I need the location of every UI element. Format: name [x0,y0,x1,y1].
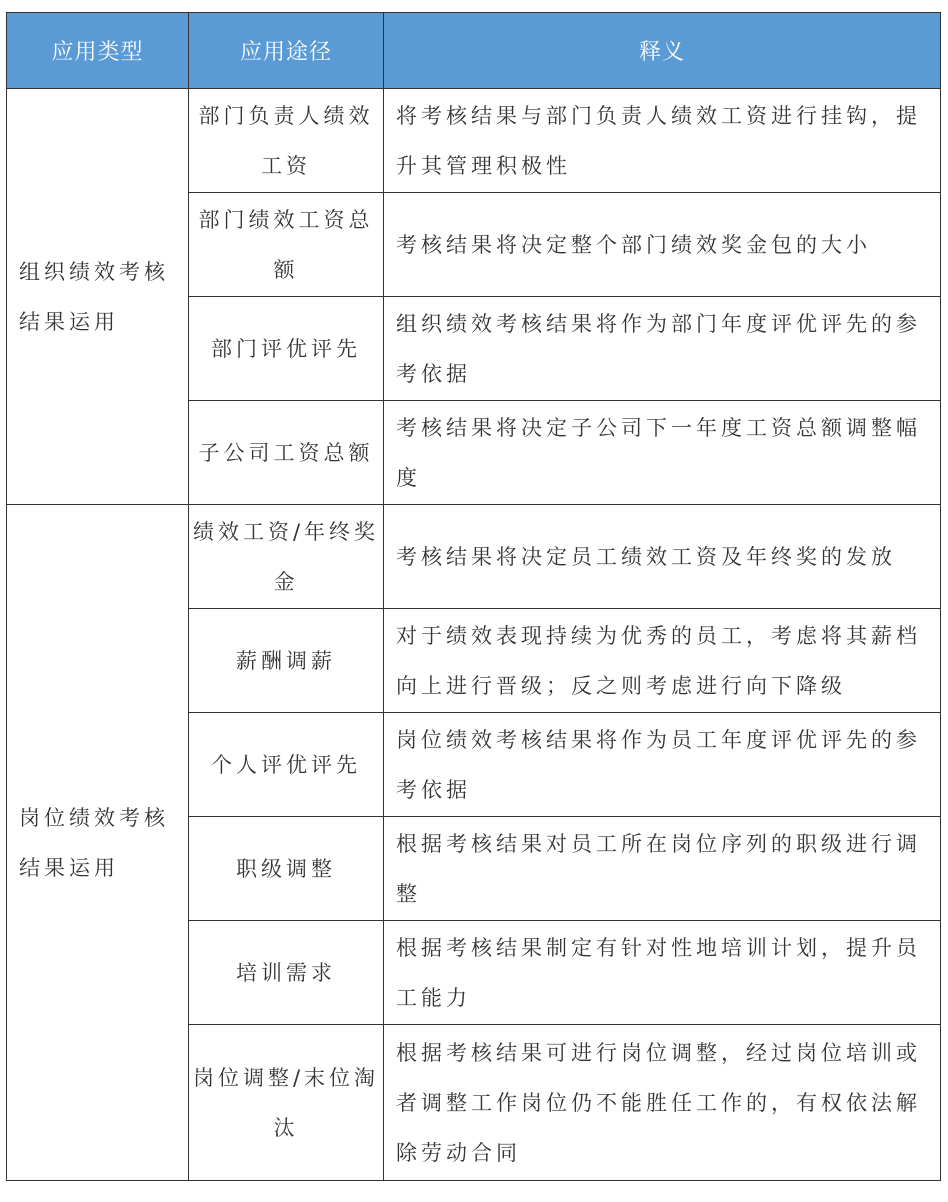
way-cell: 子公司工资总额 [189,401,384,505]
desc-cell: 对于绩效表现持续为优秀的员工，考虑将其薪档向上进行晋级；反之则考虑进行向下降级 [384,609,941,713]
desc-cell: 考核结果将决定子公司下一年度工资总额调整幅度 [384,401,941,505]
desc-cell: 组织绩效考核结果将作为部门年度评优评先的参考依据 [384,297,941,401]
header-desc: 释义 [384,13,941,89]
results-application-table [6,12,941,1181]
way-cell: 个人评优评先 [189,713,384,817]
way-cell: 培训需求 [189,921,384,1025]
desc-cell: 考核结果将决定员工绩效工资及年终奖的发放 [384,505,941,609]
way-cell: 部门绩效工资总额 [189,193,384,297]
header-type: 应用类型 [7,13,189,89]
table-row [7,89,941,193]
group-type: 岗位绩效考核结果运用 [7,505,189,1181]
way-cell: 薪酬调薪 [189,609,384,713]
desc-cell: 考核结果将决定整个部门绩效奖金包的大小 [384,193,941,297]
way-cell: 职级调整 [189,817,384,921]
desc-cell: 根据考核结果对员工所在岗位序列的职级进行调整 [384,817,941,921]
way-cell: 部门评优评先 [189,297,384,401]
way-cell: 绩效工资/年终奖金 [189,505,384,609]
desc-cell: 将考核结果与部门负责人绩效工资进行挂钩，提升其管理积极性 [384,89,941,193]
table-header-row [7,13,941,89]
desc-cell: 根据考核结果制定有针对性地培训计划，提升员工能力 [384,921,941,1025]
desc-cell: 根据考核结果可进行岗位调整，经过岗位培训或者调整工作岗位仍不能胜任工作的，有权依法解除劳动合同 [384,1025,941,1181]
desc-cell: 岗位绩效考核结果将作为员工年度评优评先的参考依据 [384,713,941,817]
way-cell: 部门负责人绩效工资 [189,89,384,193]
table-row [7,505,941,609]
group-type: 组织绩效考核结果运用 [7,89,189,505]
header-way: 应用途径 [189,13,384,89]
way-cell: 岗位调整/末位淘汰 [189,1025,384,1181]
